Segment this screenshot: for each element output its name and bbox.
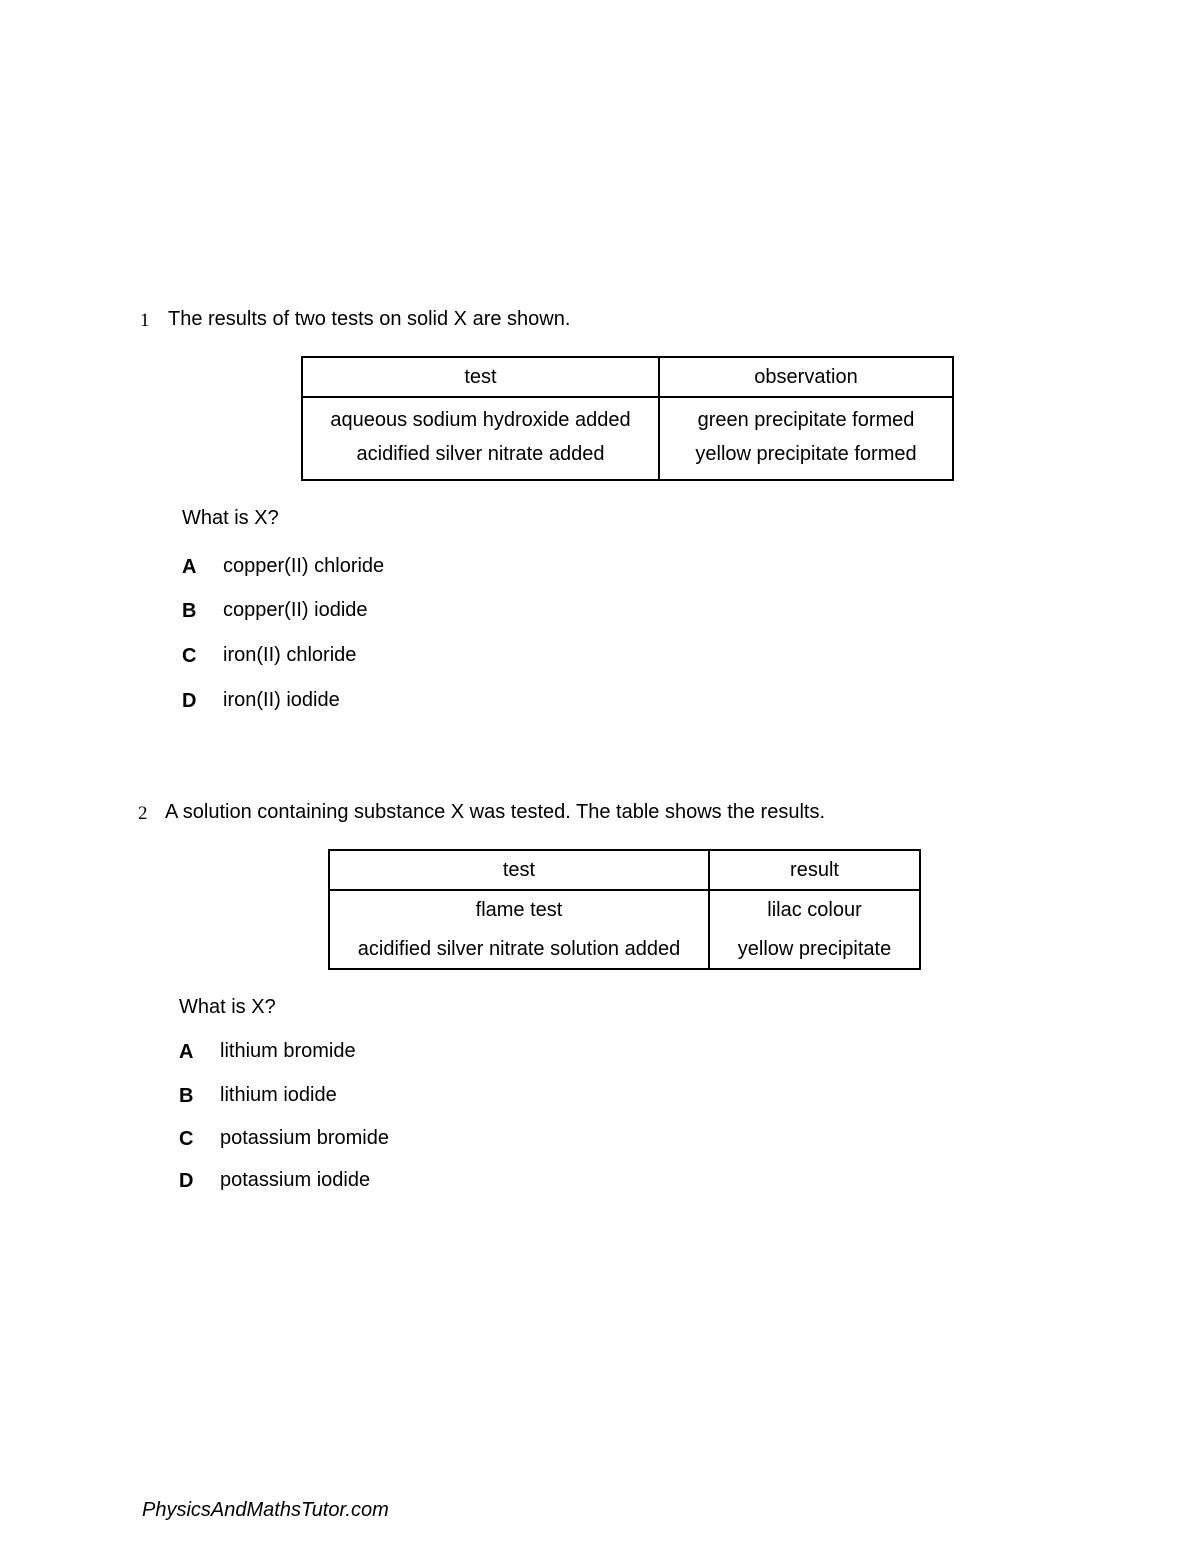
option-letter: A: [179, 1041, 194, 1063]
option-letter: B: [182, 600, 197, 622]
table-header-cell: result: [709, 850, 920, 890]
table-header-cell: test: [302, 357, 659, 397]
table-header-row: [302, 357, 953, 397]
option-text: lithium iodide: [220, 1084, 337, 1106]
table-row: [302, 397, 953, 443]
table-cell: flame test: [329, 890, 709, 930]
option-letter: C: [182, 645, 197, 667]
table-header-cell: test: [329, 850, 709, 890]
footer-brand: PhysicsAndMathsTutor.com: [142, 1499, 389, 1521]
table-cell: acidified silver nitrate added: [302, 443, 659, 480]
table-header-row: [329, 850, 920, 890]
question-1-text: The results of two tests on solid X are shown.: [168, 308, 571, 330]
option-text: iron(II) chloride: [223, 644, 357, 666]
question-2-number: 2: [138, 803, 148, 824]
table-cell: green precipitate formed: [659, 397, 953, 443]
question-2-table: [328, 849, 921, 970]
option-letter: D: [182, 690, 197, 712]
table-cell: lilac colour: [709, 890, 920, 930]
option-text: iron(II) iodide: [223, 689, 340, 711]
table-row: [329, 890, 920, 930]
question-1-prompt: What is X?: [182, 507, 279, 529]
option-letter: D: [179, 1170, 194, 1192]
table-cell: yellow precipitate formed: [659, 443, 953, 480]
option-letter: C: [179, 1128, 194, 1150]
option-letter: A: [182, 556, 197, 578]
question-2-prompt: What is X?: [179, 996, 276, 1018]
table-cell: acidified silver nitrate solution added: [329, 930, 709, 969]
table-cell: aqueous sodium hydroxide added: [302, 397, 659, 443]
question-1-number: 1: [140, 310, 150, 331]
table-header-cell: observation: [659, 357, 953, 397]
option-text: potassium iodide: [220, 1169, 371, 1191]
table-row: [302, 443, 953, 480]
option-letter: B: [179, 1085, 194, 1107]
option-text: copper(II) chloride: [223, 555, 385, 577]
option-text: copper(II) iodide: [223, 599, 368, 621]
table-cell: yellow precipitate: [709, 930, 920, 969]
table-row: [329, 930, 920, 969]
option-text: potassium bromide: [220, 1127, 389, 1149]
question-1-table: [301, 356, 954, 481]
question-2-text: A solution containing substance X was tested. The table shows the results.: [165, 801, 826, 823]
option-text: lithium bromide: [220, 1040, 356, 1062]
